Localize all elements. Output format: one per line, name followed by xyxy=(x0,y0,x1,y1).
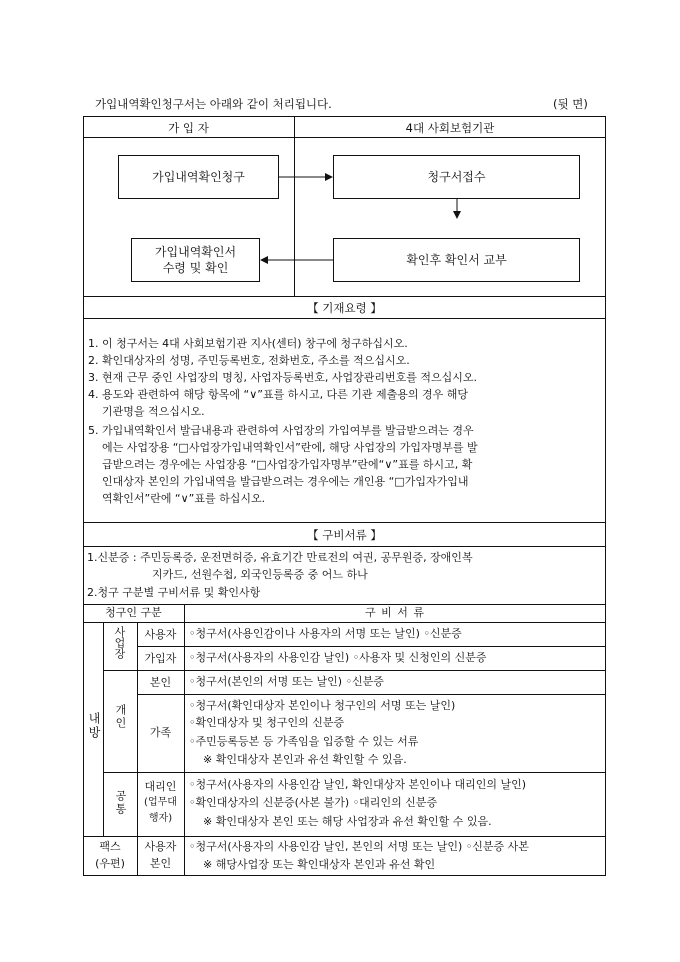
family-docs: ◦확인대상자 및 청구인의 신분증 xyxy=(189,716,345,729)
instruction-line: 2. 확인대상자의 성명, 주민등록번호, 전화번호, 주소를 적으십시오. xyxy=(88,354,410,367)
agent-docs: ◦확인대상자의 신분증(사본 불가) ◦대리인의 신분증 xyxy=(189,796,438,809)
id-documents-line: 1.신분증 : 주민등록증, 운전면허증, 유효기간 만료전의 여권, 공무원증, 장애인복 xyxy=(87,551,473,564)
fax-label: (우편) xyxy=(95,857,125,870)
agency-column-title: 4대 사회보험기관 xyxy=(405,121,495,135)
instruction-line: 에는 사업장용 “□사업장가입내역확인서”란에, 해당 사업장의 가입자명부를 발 xyxy=(88,441,478,454)
fax-user-label: 사용자 xyxy=(144,840,177,853)
instruction-line: 5. 가입내역확인서 발급내용과 관련하여 사업장의 가입여부를 발급받으려는 경우 xyxy=(88,424,474,437)
family-label: 가족 xyxy=(149,726,172,739)
family-docs: ◦주민등록등본 등 가족임을 입증할 수 있는 서류 xyxy=(189,735,419,748)
family-docs: ◦청구서(확인대상자 본인이나 청구인의 서명 또는 날인) xyxy=(189,699,456,712)
instruction-line: 기관명을 적으십시오. xyxy=(88,405,205,418)
agent-note: ※ 확인대상자 본인 또는 해당 사업장과 유선 확인할 수 있음. xyxy=(203,815,492,828)
request-box: 가입내역확인청구 xyxy=(118,155,279,199)
instruction-line: 역확인서”란에 “∨”표를 하십시오. xyxy=(88,492,266,505)
documents-column-header: 구 비 서 류 xyxy=(365,606,425,619)
self-docs: ◦청구서(본인의 서명 또는 날인) ◦신분증 xyxy=(189,675,384,688)
self-label: 본인 xyxy=(149,676,172,689)
agent-label: 대리인 xyxy=(144,780,177,793)
instruction-line: 급받으려는 경우에는 사업장용 “□사업장가입자명부”란에“∨”표를 하시고, 확 xyxy=(88,458,473,471)
fax-user-label: 본인 xyxy=(149,857,172,870)
receive-box: 청구서접수 xyxy=(333,155,580,199)
fax-note: ※ 해당사업장 또는 확인대상자 본인과 유선 확인 xyxy=(203,858,436,871)
fax-label: 팩스 xyxy=(99,840,121,853)
collect-box: 가입내역확인서 수령 및 확인 xyxy=(131,238,260,282)
user-label: 사용자 xyxy=(144,628,177,641)
instructions-title: 【 기재요령 】 xyxy=(307,301,382,315)
agent-docs: ◦청구서(사용자의 사용인감 날인, 확인대상자 본인이나 대리인의 날인) xyxy=(189,778,527,791)
documents-title: 【 구비서류 】 xyxy=(307,528,382,542)
page-note: (뒷 면) xyxy=(553,97,588,111)
subscriber-column-title: 가 입 자 xyxy=(168,121,209,135)
requester-column-header: 청구인 구분 xyxy=(105,606,162,619)
id-documents-line: 지카드, 선원수첩, 외국인등록증 중 어느 하나 xyxy=(152,568,368,581)
instruction-line: 1. 이 청구서는 4대 사회보험기관 지사(센터) 창구에 청구하십시오. xyxy=(88,337,408,350)
category-heading: 2.청구 구분별 구비서류 및 확인사항 xyxy=(87,586,261,599)
user-docs: ◦청구서(사용인감이나 사용자의 서명 또는 날인) ◦신분증 xyxy=(189,627,462,640)
family-note: ※ 확인대상자 본인과 유선 확인할 수 있음. xyxy=(203,753,407,766)
confirm-issue-box: 확인후 확인서 교부 xyxy=(333,238,580,282)
instruction-line: 인대상자 본인의 가입내역을 발급받으려는 경우에는 개인용 “□가입자가입내 xyxy=(88,475,469,488)
fax-docs: ◦청구서(사용자의 사용인감 날인, 본인의 서명 또는 날인) ◦신분증 사본 xyxy=(189,840,529,853)
instruction-line: 3. 현재 근무 중인 사업장의 명칭, 사업자등록번호, 사업장관리번호를 적으십시오. xyxy=(88,371,477,384)
agent-label: (업무대 xyxy=(144,797,177,808)
intro-text: 가입내역확인청구서는 아래와 같이 처리됩니다. xyxy=(95,97,332,111)
visit-label: 내방 xyxy=(87,712,101,740)
subscriber-docs: ◦청구서(사용자의 사용인감 날인) ◦사용자 및 신청인의 신분증 xyxy=(189,651,487,664)
individual-label: 개인 xyxy=(114,704,127,730)
subscriber-label: 가입자 xyxy=(144,652,177,665)
common-label: 공통 xyxy=(114,790,127,816)
agent-label: 행자) xyxy=(148,813,173,824)
workplace-label: 사업장 xyxy=(113,626,126,659)
instruction-line: 4. 용도와 관련하여 해당 항목에 “∨”표를 하시고, 다른 기관 제출용의 경우 해당 xyxy=(88,388,469,401)
